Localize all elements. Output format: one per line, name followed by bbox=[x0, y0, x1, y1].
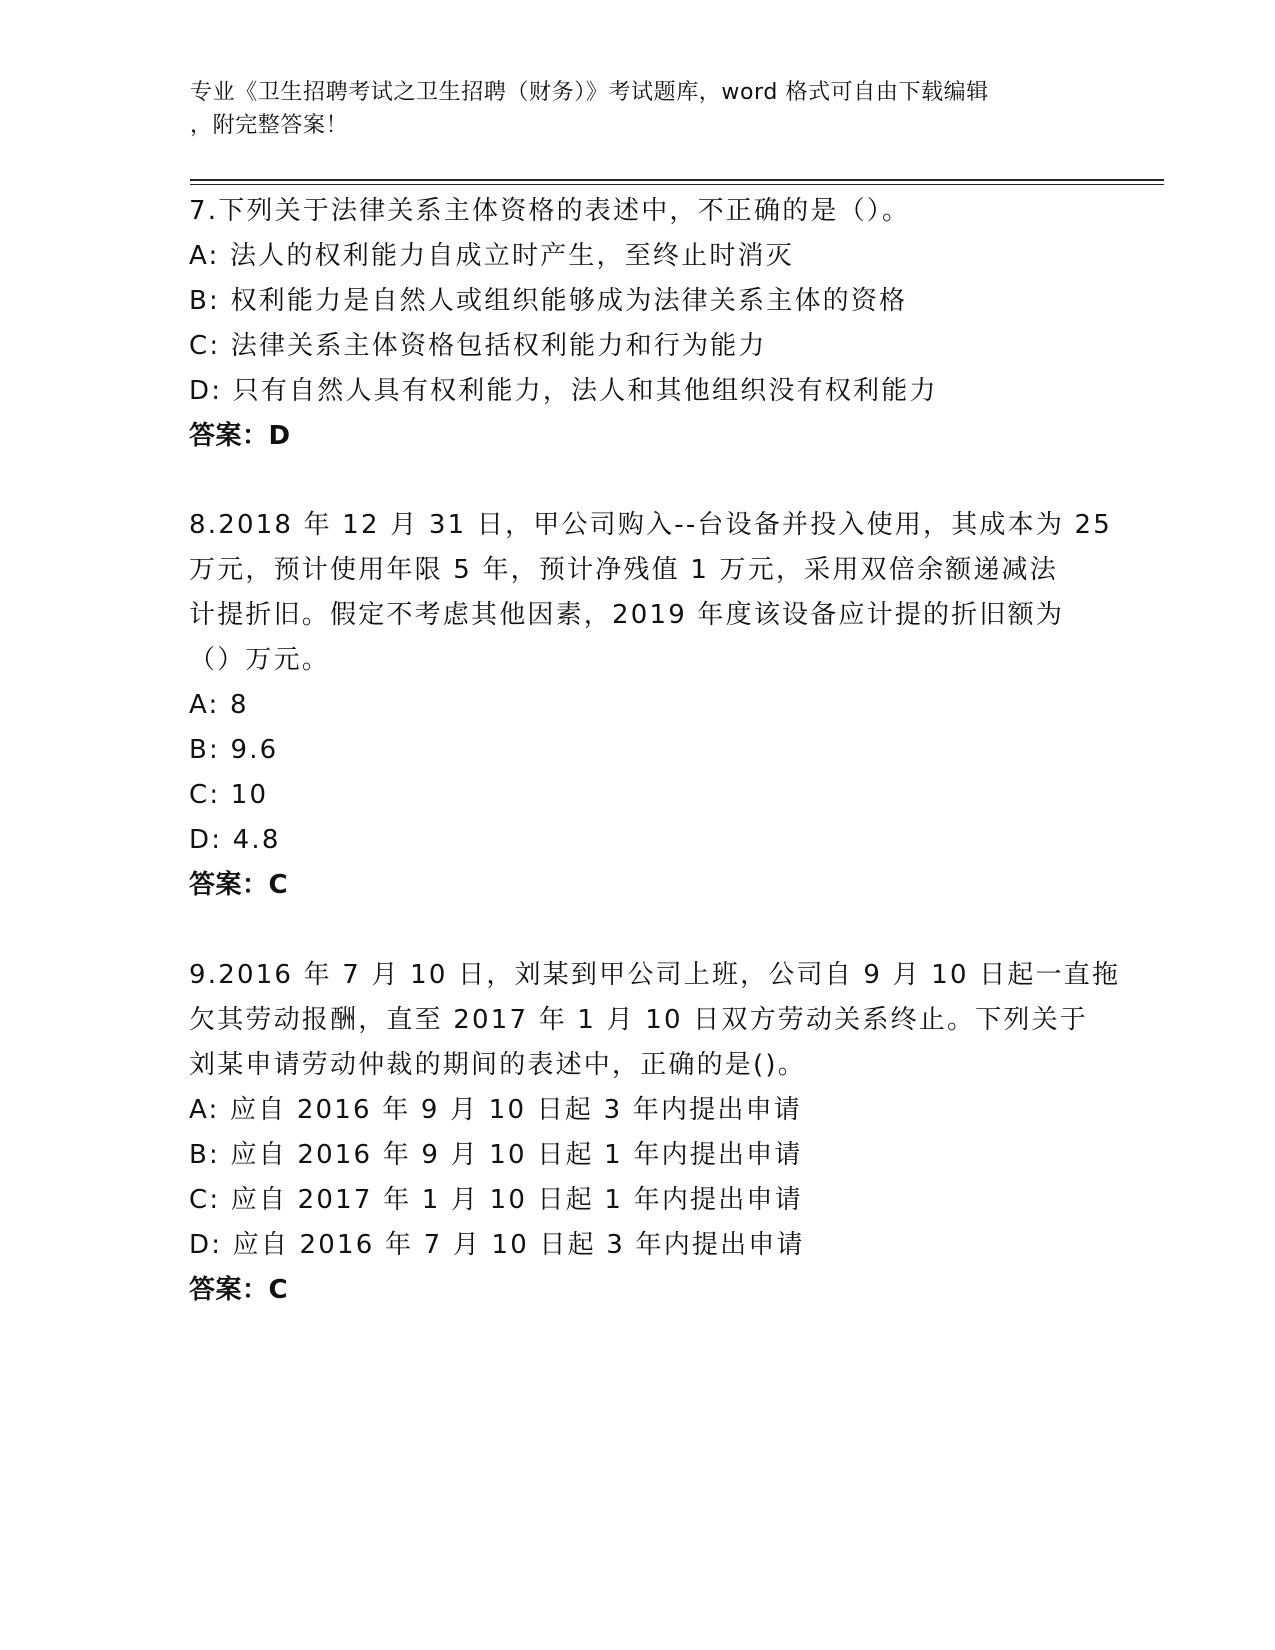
question-7-option-c: C: 法律关系主体资格包括权利能力和行为能力 bbox=[189, 331, 767, 361]
question-9-answer: 答案：C bbox=[189, 1275, 289, 1305]
question-8-stem: （）万元。 bbox=[189, 645, 331, 675]
question-8-stem: 8.2018 年 12 月 31 日，甲公司购入--台设备并投入使用，其成本为 25 bbox=[189, 510, 1112, 540]
document-header bbox=[190, 76, 1090, 142]
question-7-option-a: A: 法人的权利能力自成立时产生，至终止时消灭 bbox=[189, 241, 794, 271]
question-9-option-c: C: 应自 2017 年 1 月 10 日起 1 年内提出申请 bbox=[189, 1185, 803, 1215]
question-8-option-d: D: 4.8 bbox=[189, 825, 281, 855]
question-8-option-c: C: 10 bbox=[189, 780, 269, 810]
question-9-option-d: D: 应自 2016 年 7 月 10 日起 3 年内提出申请 bbox=[189, 1230, 805, 1260]
question-7-answer: 答案：D bbox=[189, 421, 291, 451]
header-line: ，附完整答案！ bbox=[190, 113, 349, 138]
question-8-option-a: A: 8 bbox=[189, 690, 249, 720]
question-8-option-b: B: 9.6 bbox=[189, 735, 279, 765]
question-8-stem: 万元，预计使用年限 5 年，预计净残值 1 万元，采用双倍余额递减法 bbox=[189, 555, 1058, 585]
question-8-answer: 答案：C bbox=[189, 870, 289, 900]
header-line: 专业《卫生招聘考试之卫生招聘（财务）》考试题库，word 格式可自由下载编辑 bbox=[190, 80, 989, 105]
header-divider bbox=[190, 179, 1164, 181]
question-8-stem: 计提折旧。假定不考虑其他因素，2019 年度该设备应计提的折旧额为 bbox=[189, 600, 1065, 630]
question-7-option-b: B: 权利能力是自然人或组织能够成为法律关系主体的资格 bbox=[189, 286, 908, 316]
question-9-stem: 欠其劳动报酬，直至 2017 年 1 月 10 日双方劳动关系终止。下列关于 bbox=[189, 1005, 1088, 1035]
question-9-stem: 刘某申请劳动仲裁的期间的表述中，正确的是()。 bbox=[189, 1050, 806, 1080]
header-divider-thin bbox=[190, 184, 1164, 185]
question-9-option-a: A: 应自 2016 年 9 月 10 日起 3 年内提出申请 bbox=[189, 1095, 803, 1125]
question-9-option-b: B: 应自 2016 年 9 月 10 日起 1 年内提出申请 bbox=[189, 1140, 803, 1170]
question-7-option-d: D: 只有自然人具有权利能力，法人和其他组织没有权利能力 bbox=[189, 376, 938, 406]
question-7-stem: 7.下列关于法律关系主体资格的表述中，不正确的是（）。 bbox=[189, 196, 911, 226]
question-9-stem: 9.2016 年 7 月 10 日，刘某到甲公司上班，公司自 9 月 10 日起一直拖 bbox=[189, 960, 1121, 990]
